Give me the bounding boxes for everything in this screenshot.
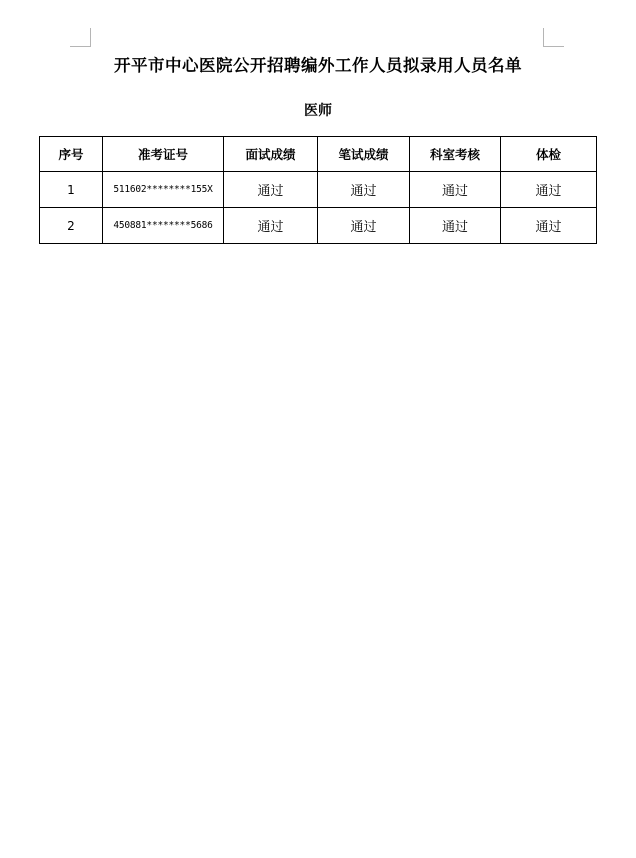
cell-written-result: 通过 bbox=[318, 172, 410, 208]
cell-interview-result: 通过 bbox=[224, 172, 318, 208]
cell-written-result: 通过 bbox=[318, 208, 410, 244]
cell-serial-number: 1 bbox=[40, 172, 103, 208]
cell-physical-exam-result: 通过 bbox=[501, 208, 597, 244]
cell-department-result: 通过 bbox=[410, 172, 501, 208]
header-interview-score: 面试成绩 bbox=[224, 137, 318, 172]
crop-mark-top-right bbox=[543, 28, 564, 47]
header-physical-exam: 体检 bbox=[501, 137, 597, 172]
cell-interview-result: 通过 bbox=[224, 208, 318, 244]
table-row bbox=[40, 208, 597, 244]
document-title: 开平市中心医院公开招聘编外工作人员拟录用人员名单 bbox=[114, 56, 522, 75]
header-department-assessment: 科室考核 bbox=[410, 137, 501, 172]
candidate-table bbox=[39, 136, 597, 244]
header-admission-ticket-number: 准考证号 bbox=[103, 137, 224, 172]
cell-physical-exam-result: 通过 bbox=[501, 172, 597, 208]
cell-department-result: 通过 bbox=[410, 208, 501, 244]
crop-mark-top-left bbox=[70, 28, 91, 47]
cell-admission-ticket-number: 511602********155X bbox=[103, 172, 224, 208]
header-serial-number: 序号 bbox=[40, 137, 103, 172]
cell-serial-number: 2 bbox=[40, 208, 103, 244]
table-header-row bbox=[40, 137, 597, 172]
section-title: 医师 bbox=[304, 103, 332, 119]
table-row bbox=[40, 172, 597, 208]
cell-admission-ticket-number: 450881********5686 bbox=[103, 208, 224, 244]
header-written-score: 笔试成绩 bbox=[318, 137, 410, 172]
